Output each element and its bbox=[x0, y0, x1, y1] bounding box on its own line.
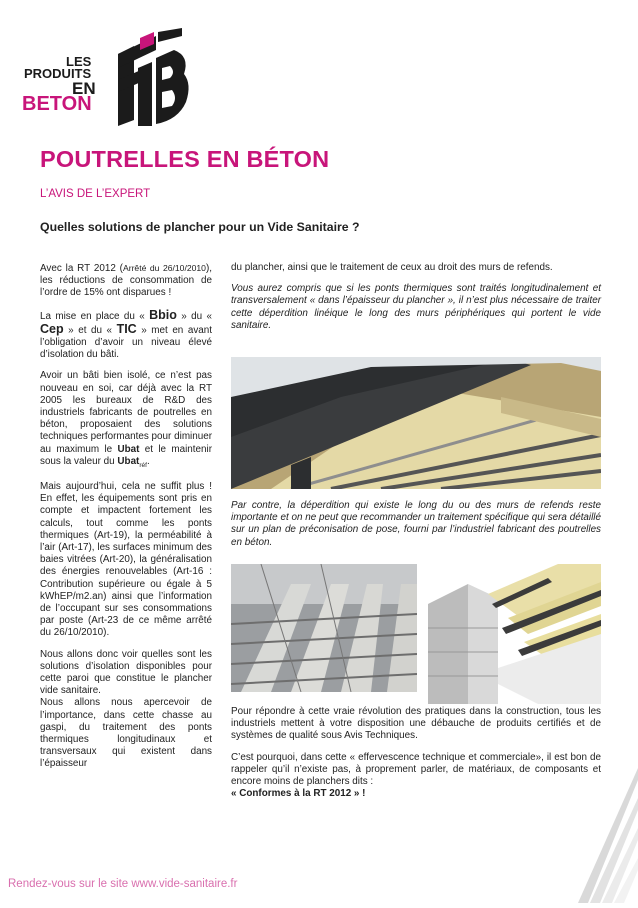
left-paragraph-2: La mise en place du « Bbio » du « Cep » et du « TIC » met en avant l’obligation d’avoir un niveau élevé d’isolation du bâti. bbox=[40, 307, 213, 361]
logo-les: LES bbox=[66, 54, 92, 69]
left-paragraph-1: Avec la RT 2012 (Arrêté du 26/10/2010), les réductions de consommation de l’ordre de 15% ont disparues ! bbox=[40, 263, 212, 299]
page-question: Quelles solutions de plancher pour un Vide Sanitaire ? bbox=[40, 220, 360, 234]
left-column bbox=[40, 262, 212, 780]
tic-term: TIC bbox=[116, 321, 137, 336]
decorative-stripes bbox=[578, 758, 638, 903]
right-column-bottom bbox=[231, 706, 601, 809]
right-column-top bbox=[231, 262, 601, 341]
right-paragraph-5: C’est pourquoi, dans cette « effervescence technique et commerciale», il est bon de rappeler qu’il n’existe pas, à proprement parler, de matériaux, de composants et encore moins de planchers dits : bbox=[231, 751, 601, 788]
left-paragraph-4: Mais aujourd’hui, cela ne suffit plus ! En effet, les équipements sont pris en compte et impactent fortement les calculs, tout comme les ponts thermiques (Art-19), la perméabilité à l’air (Art-17), les surfaces minimum des baies vitrées (Art-20), la généralisation des énergies renouvelables (Art-16 : Contribution supérieure ou égale à 5 kWhEP/m2.an) ainsi que l’information de l’occupant sur ses consommations par poste (Art-23 de ce même arrêté du 26/10/2010). bbox=[40, 481, 212, 639]
logo-beton: BETON bbox=[22, 93, 92, 115]
ubat-term: Ubat bbox=[117, 443, 140, 455]
page-subtitle: L’AVIS DE L’EXPERT bbox=[40, 188, 151, 200]
bbio-term: Bbio bbox=[149, 307, 177, 322]
page-title: POUTRELLES EN BÉTON bbox=[40, 146, 330, 172]
logo bbox=[14, 28, 194, 128]
right-paragraph-3: Par contre, la déperdition qui existe le long du ou des murs de refends reste importante et on ne peut que recommander un traitement spécifique qui sera détaillé sur un plan de préconisation de pose, fourni par l’industriel fabricant des poutrelles en béton. bbox=[231, 500, 601, 548]
logo-en: EN bbox=[72, 79, 96, 98]
right-paragraph-6: « Conformes à la RT 2012 » ! bbox=[231, 788, 366, 800]
reinforcement-photo bbox=[231, 564, 417, 692]
logo-produits: PRODUITS bbox=[24, 66, 92, 81]
left-paragraph-6: Nous allons nous apercevoir de l’importance, dans cette chasse au gaspi, du traitement des ponts thermiques longitudinaux et transversaux qui existent dans l’épaisseur bbox=[40, 697, 212, 770]
cep-term: Cep bbox=[40, 321, 64, 336]
right-paragraph-2: Vous aurez compris que si les ponts thermiques sont traités longitudinalement et transversalement « dans l’épaisseur du plancher », il n’est plus nécessaire de traiter cette déperdition linéique le long des murs périphériques qui portent le vide sanitaire. bbox=[231, 283, 601, 331]
right-paragraph-1: du plancher, ainsi que le traitement de ceux au droit des murs de refends. bbox=[231, 262, 553, 273]
footer-link[interactable]: Rendez-vous sur le site www.vide-sanitaire.fr bbox=[8, 878, 238, 890]
right-paragraph-4: Pour répondre à cette vraie révolution des pratiques dans la construction, tous les industriels mettent à votre disposition une débauche de produits certifiés et de systèmes de qualité sous Avis Techniques. bbox=[231, 706, 601, 742]
right-column-middle bbox=[231, 500, 601, 558]
left-paragraph-3: Avoir un bâti bien isolé, ce n’est pas nouveau en soi, car déjà avec la RT 2005 les bureaux de R&D des industriels fabricants de poutrelles en béton, proposaient des solutions techniques performantes pour diminuer au maximum le Ubat et le maintenir sous la valeur du Ubat$_{réf}$. bbox=[40, 370, 212, 469]
floor-slab-illustration bbox=[231, 357, 601, 489]
left-paragraph-5: Nous allons donc voir quelles sont les solutions d’isolation disponibles pour cette paroi que constitue le plancher vide sanitaire. bbox=[40, 648, 212, 697]
ubatref-term: Ubat bbox=[117, 455, 140, 467]
wall-joint-illustration bbox=[428, 564, 601, 704]
